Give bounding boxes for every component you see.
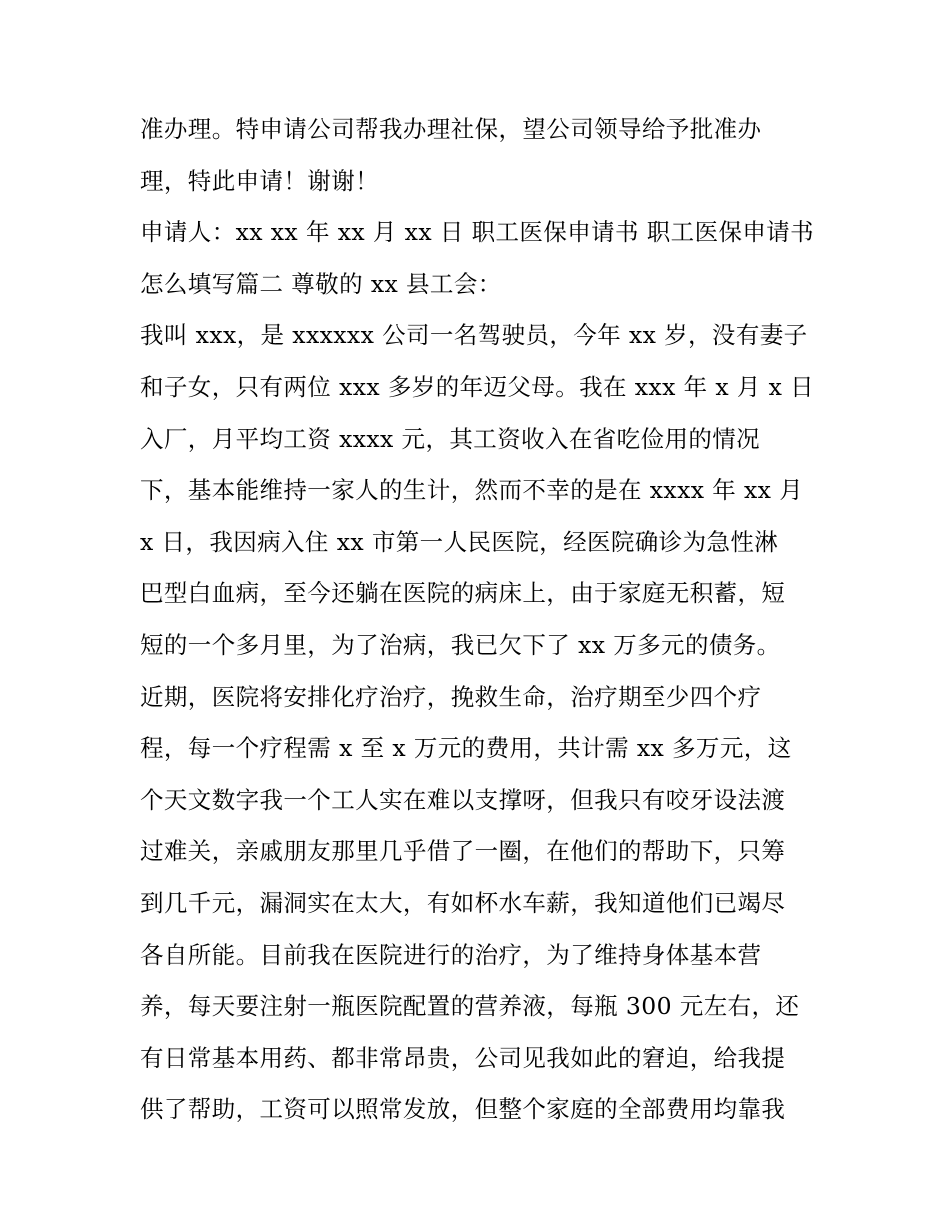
text-line: 巴型白血病，至今还躺在医院的病床上，由于家庭无积蓄，短 — [140, 579, 786, 608]
text-line: 短的一个多月里，为了治病，我已欠下了 xx 万多元的债务。 — [140, 630, 781, 659]
text-line: 理，特此申请！谢谢！ — [140, 166, 379, 195]
text-line: 个天文数字我一个工人实在难以支撑呀，但我只有咬牙设法渡 — [140, 785, 786, 814]
salutation-line: 怎么填写篇二 尊敬的 xx 县工会： — [140, 269, 502, 298]
text-line: 我叫 xxx，是 xxxxxx 公司一名驾驶员，今年 xx 岁，没有妻子 — [140, 321, 808, 350]
text-line: 和子女，只有两位 xxx 多岁的年迈父母。我在 xxx 年 x 月 x 日 — [140, 372, 815, 401]
text-line: 供了帮助，工资可以照常发放，但整个家庭的全部费用均靠我 — [140, 1095, 786, 1124]
document-body — [140, 104, 820, 1136]
text-line: 过难关，亲戚朋友那里几乎借了一圈，在他们的帮助下，只筹 — [140, 837, 786, 866]
text-line: 入厂，月平均工资 xxxx 元，其工资收入在省吃俭用的情况 — [140, 424, 761, 453]
text-line: 下，基本能维持一家人的生计，然而不幸的是在 xxxx 年 xx 月 — [140, 476, 804, 505]
text-line: 准办理。特申请公司帮我办理社保，望公司领导给予批准办 — [140, 115, 762, 143]
text-line: x 日，我因病入住 xx 市第一人民医院，经医院确诊为急性淋 — [140, 527, 779, 556]
text-line: 各自所能。目前我在医院进行的治疗，为了维持身体基本营 — [140, 940, 762, 969]
text-line: 养，每天要注射一瓶医院配置的营养液，每瓶 300 元左右，还 — [140, 992, 800, 1021]
text-line: 程，每一个疗程需 x 至 x 万元的费用，共计需 xx 多万元，这 — [140, 734, 792, 763]
text-line: 近期，医院将安排化疗治疗，挽救生命，治疗期至少四个疗 — [140, 682, 762, 711]
text-line: 有日常基本用药、都非常昂贵，公司见我如此的窘迫，给我提 — [140, 1043, 786, 1072]
text-line: 到几千元，漏洞实在太大，有如杯水车薪，我知道他们已竭尽 — [140, 888, 786, 917]
applicant-line: 申请人：xx xx 年 xx 月 xx 日 职工医保申请书 职工医保申请书 — [140, 218, 815, 247]
